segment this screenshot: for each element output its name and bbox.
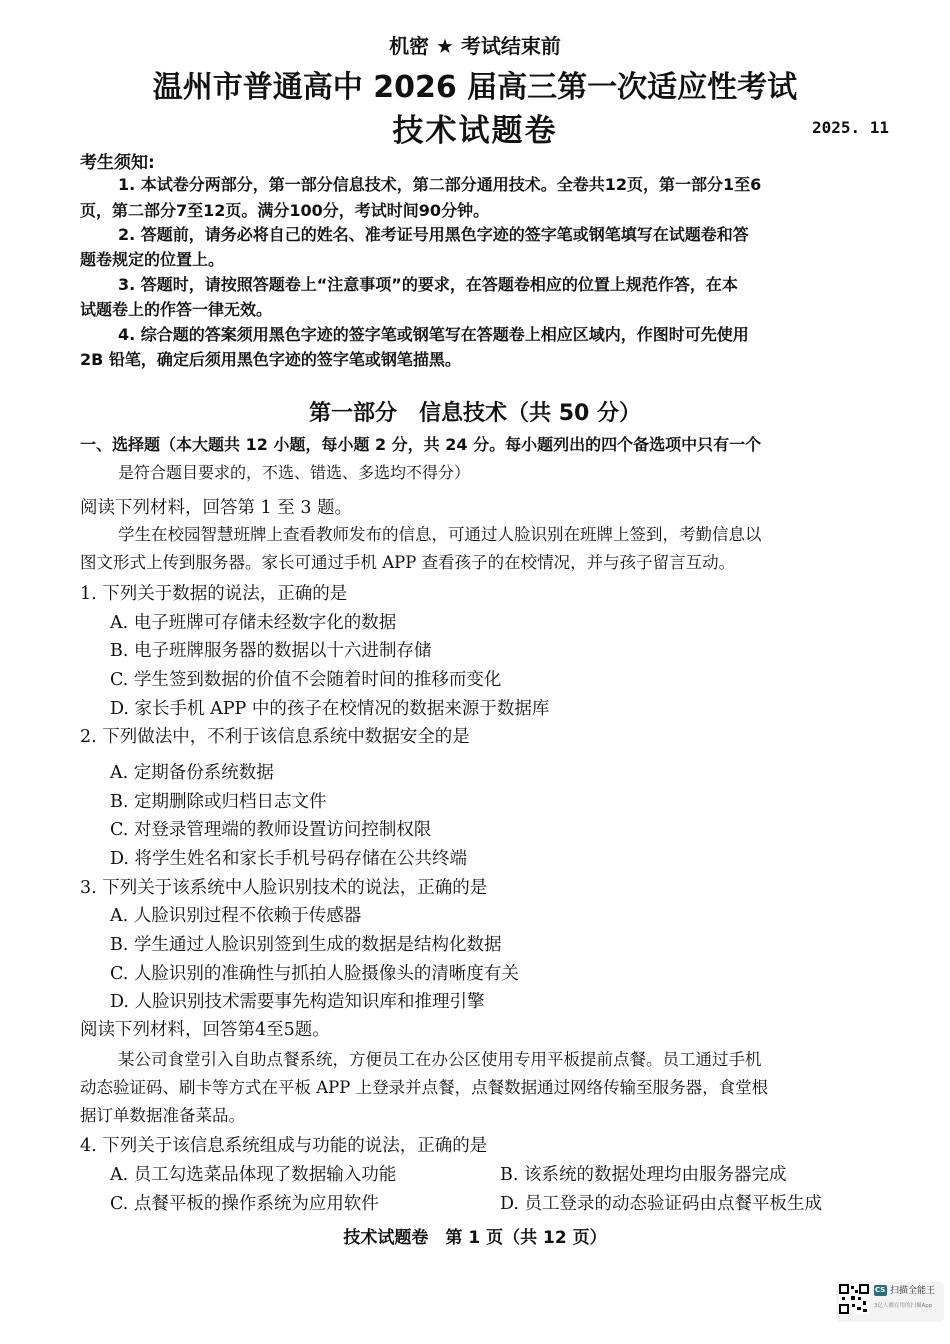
question-2-option-c: C. 对登录管理端的教师设置访问控制权限: [110, 820, 432, 840]
material-line: 某公司食堂引入自助点餐系统，方便员工在办公区使用专用平板提前点餐。员工通过手机: [118, 1050, 762, 1069]
question-3-stem: 3. 下列关于该系统中人脸识别技术的说法，正确的是: [80, 878, 488, 898]
exam-date: 2025. 11: [812, 118, 890, 137]
question-4-option-c: C. 点餐平板的操作系统为应用软件: [110, 1194, 379, 1214]
section-heading: 一、选择题（本大题共 12 小题，每小题 2 分，共 24 分。每小题列出的四个备选项中只有一个: [80, 435, 762, 454]
question-4-stem: 4. 下列关于该信息系统组成与功能的说法，正确的是: [80, 1136, 488, 1156]
material-intro: 阅读下列材料，回答第4至5题。: [80, 1020, 330, 1040]
question-1-option-b: B. 电子班牌服务器的数据以十六进制存储: [110, 641, 432, 661]
question-3-option-b: B. 学生通过人脸识别签到生成的数据是结构化数据: [110, 935, 502, 955]
material-line: 图文形式上传到服务器。家长可通过手机 APP 查看孩子的在校情况，并与孩子留言互动。: [80, 553, 736, 572]
material-line: 学生在校园智慧班牌上查看教师发布的信息，可通过人脸识别在班牌上签到，考勤信息以: [118, 525, 762, 544]
notice-line: 3. 答题时，请按照答题卷上“注意事项”的要求，在答题卷相应的位置上规范作答，在本: [118, 275, 738, 294]
notice-line: 题卷规定的位置上。: [80, 250, 225, 269]
notice-line: 4. 综合题的答案须用黑色字迹的签字笔或钢笔写在答题卷上相应区域内，作图时可先使用: [118, 325, 749, 344]
question-3-option-c: C. 人脸识别的准确性与抓拍人脸摄像头的清晰度有关: [110, 964, 519, 984]
question-4-option-b: B. 该系统的数据处理均由服务器完成: [500, 1165, 787, 1185]
notice-line: 页，第二部分7至12页。满分100分，考试时间90分钟。: [80, 201, 490, 220]
part-one-title: 第一部分 信息技术（共 50 分）: [309, 401, 641, 426]
notice-line: 试题卷上的作答一律无效。: [80, 300, 273, 319]
notice-line: 2B 铅笔，确定后须用黑色字迹的签字笔或钢笔描黑。: [80, 350, 461, 369]
section-heading-cont: 是符合题目要求的，不选、错选、多选均不得分）: [118, 463, 471, 482]
camscanner-logo-icon: [874, 1285, 887, 1296]
paper-title: 技术试题卷: [392, 113, 558, 149]
notice-line: 2. 答题前，请务必将自己的姓名、准考证号用黑色字迹的签字笔或钢笔填写在试题卷和答: [118, 225, 749, 244]
question-3-option-d: D. 人脸识别技术需要事先构造知识库和推理引擎: [110, 992, 485, 1012]
question-3-option-a: A. 人脸识别过程不依赖于传感器: [110, 906, 362, 926]
qr-code-icon: [839, 1284, 869, 1314]
material-intro: 阅读下列材料，回答第 1 至 3 题。: [80, 498, 353, 518]
question-2-option-b: B. 定期删除或归档日志文件: [110, 792, 327, 812]
question-2-option-d: D. 将学生姓名和家长手机号码存储在公共终端: [110, 849, 468, 869]
exam-title: 温州市普通高中 2026 届高三第一次适应性考试: [152, 70, 798, 105]
material-line: 据订单数据准备菜品。: [80, 1106, 245, 1125]
notice-title: 考生须知:: [80, 153, 155, 173]
material-line: 动态验证码、刷卡等方式在平板 APP 上登录并点餐，点餐数据通过网络传输至服务器，食堂根: [80, 1078, 769, 1097]
page-footer: 技术试题卷 第 1 页（共 12 页）: [343, 1228, 607, 1248]
question-2-stem: 2. 下列做法中，不利于该信息系统中数据安全的是: [80, 727, 470, 747]
question-1-option-c: C. 学生签到数据的价值不会随着时间的推移而变化: [110, 670, 502, 690]
question-1-stem: 1. 下列关于数据的说法，正确的是: [80, 584, 348, 604]
confidential-label: 机密 ★ 考试结束前: [389, 34, 561, 58]
question-4-option-d: D. 员工登录的动态验证码由点餐平板生成: [500, 1194, 823, 1214]
question-2-option-a: A. 定期备份系统数据: [110, 763, 274, 783]
watermark-app-name: 扫描全能王: [890, 1286, 936, 1296]
watermark-tagline: 3亿人都在用的扫描App: [874, 1303, 933, 1309]
camscanner-logo-text: CS: [875, 1286, 886, 1294]
question-4-option-a: A. 员工勾选菜品体现了数据输入功能: [110, 1165, 397, 1185]
question-1-option-a: A. 电子班牌可存储未经数字化的数据: [110, 613, 397, 633]
notice-line: 1. 本试卷分两部分，第一部分信息技术，第二部分通用技术。全卷共12页，第一部分1至6: [118, 175, 762, 194]
question-1-option-d: D. 家长手机 APP 中的孩子在校情况的数据来源于数据库: [110, 699, 550, 719]
scanner-watermark: [836, 1282, 944, 1322]
